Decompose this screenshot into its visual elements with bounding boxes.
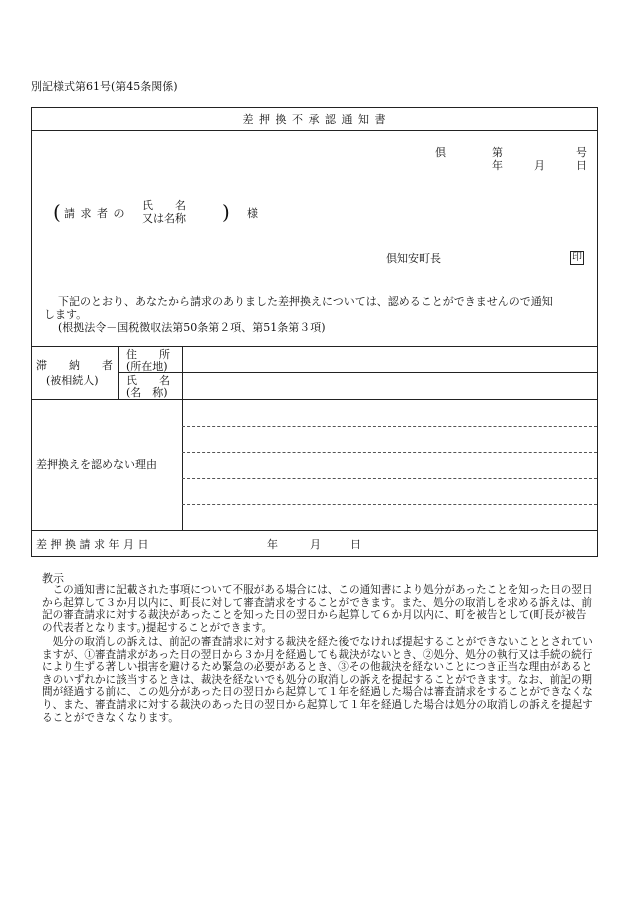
name-sub-label: (名 称) bbox=[126, 386, 168, 399]
notice-heading: 教示 bbox=[42, 572, 64, 585]
reason-line bbox=[182, 426, 597, 427]
addressee-label: 請 求 者 の bbox=[64, 207, 126, 220]
doc-number-prefix: 倶 bbox=[435, 146, 446, 159]
request-date-label: 差 押 換 請 求 年 月 日 bbox=[36, 538, 149, 551]
date-day: 日 bbox=[576, 159, 587, 172]
divider bbox=[32, 530, 597, 531]
taxpayer-label: 滞 納 者 bbox=[36, 359, 113, 372]
form-number: 別記様式第61号(第45条関係) bbox=[31, 80, 178, 93]
body-text-line-2: します。 bbox=[44, 308, 88, 321]
divider bbox=[182, 346, 183, 530]
address-label: 住 所 bbox=[126, 348, 170, 361]
request-date-month: 月 bbox=[310, 538, 321, 551]
divider bbox=[32, 130, 597, 131]
seal-mark: 印 bbox=[572, 252, 582, 263]
date-month: 月 bbox=[534, 159, 545, 172]
reason-label: 差押換えを認めない理由 bbox=[36, 458, 157, 471]
issuer-name: 倶知安町長 bbox=[386, 252, 441, 265]
divider bbox=[32, 346, 597, 347]
addressee-name-top: 氏 名 bbox=[142, 199, 186, 212]
divider bbox=[32, 399, 597, 400]
request-date-day: 日 bbox=[350, 538, 361, 551]
bracket-right: ) bbox=[222, 200, 230, 224]
request-date-year: 年 bbox=[267, 538, 278, 551]
notice-paragraph-2: 処分の取消しの訴えは、前記の審査請求に対する裁決を経た後でなければ提起することができないこととされていますが、①審査請求があった日の翌日から３か月を経過しても裁決がないとき、②処分、処分の執行又は手続の続行により生ずる著しい損害を避けるため緊急の必要があるとき、③その他裁決を経ないことにつき正当な理由があるときのいずれかに該当するときは、裁決を経ないでも処分の取消しの訴えを提起することができます。なお、前記の期間が経過する前に、この処分があった日の翌日から起算して１年を経過した場合は審査請求をすることができなくなり、また、審査請求に対する裁決のあった日の翌日から起算して１年を経過した場合は処分の取消しの訴えを提起することができなくなります。 bbox=[42, 636, 593, 724]
address-sub-label: (所在地) bbox=[126, 360, 168, 373]
addressee-name-bottom: 又は名称 bbox=[142, 212, 186, 225]
notice-paragraph-1: この通知書に記載された事項について不服がある場合には、この通知書により処分があったことを知った日の翌日から起算して３か月以内に、町長に対して審査請求をすることができます。また、処分の取消しを求める訴えは、前記の審査請求に対する裁決があったことを知った日の翌日から起算して６か月以内に、町を被告として(町長が被告の代表者となります。)提起することができます。 bbox=[42, 584, 593, 634]
bracket-left: ( bbox=[53, 200, 61, 224]
taxpayer-sub-label: (被相続人) bbox=[46, 374, 99, 387]
divider bbox=[118, 372, 597, 373]
doc-number-dai: 第 bbox=[492, 146, 503, 159]
doc-number-go: 号 bbox=[576, 146, 587, 159]
document-title: 差 押 換 不 承 認 通 知 書 bbox=[242, 113, 387, 126]
body-text-line-1: 下記のとおり、あなたから請求のありました差押換えについては、認めることができませんので通知 bbox=[58, 295, 553, 308]
reason-line bbox=[182, 504, 597, 505]
reason-line bbox=[182, 452, 597, 453]
name-label: 氏 名 bbox=[126, 374, 170, 387]
reason-line bbox=[182, 478, 597, 479]
date-year: 年 bbox=[492, 159, 503, 172]
addressee-honorific: 様 bbox=[247, 207, 258, 220]
notice-form-table bbox=[31, 107, 598, 557]
legal-basis: (根拠法令－国税徴収法第50条第２項、第51条第３項) bbox=[58, 321, 326, 334]
